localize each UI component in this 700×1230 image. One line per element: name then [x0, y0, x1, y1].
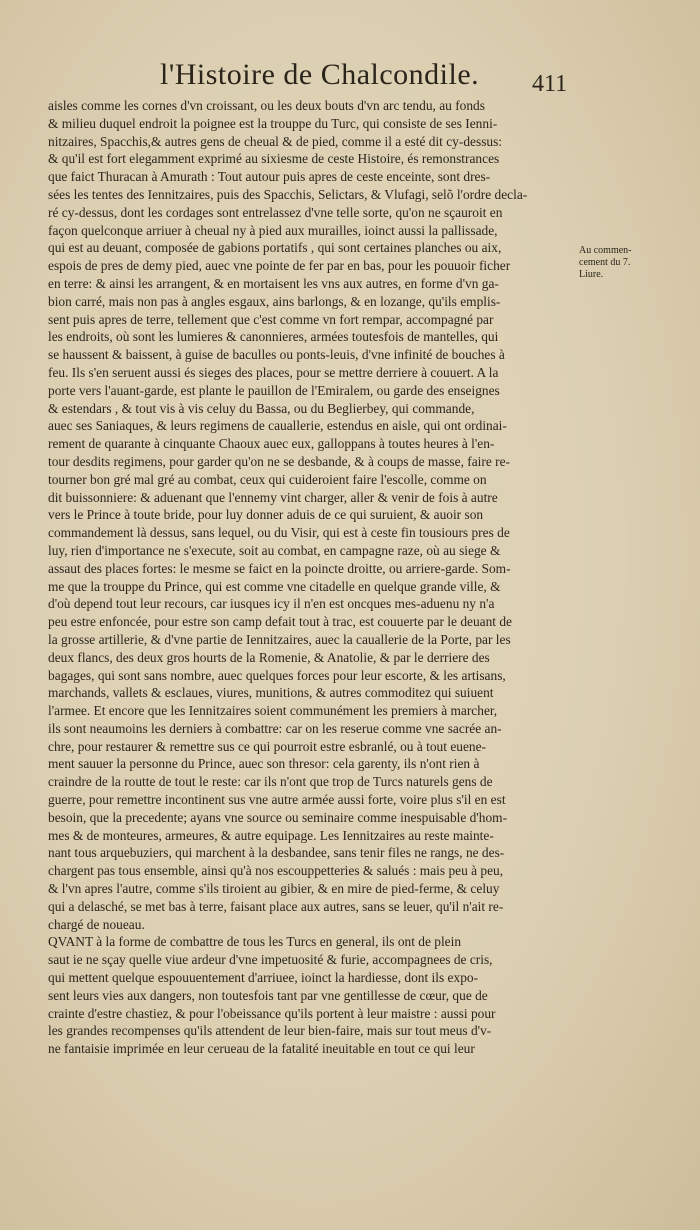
text-line: ré cy-dessus, dont les cordages sont entrelassez d'vne telle sorte, qu'on ne sçauroit en — [48, 204, 503, 220]
text-line: ment sauuer la personne du Prince, auec son thresor: cela garenty, ils n'ont rien à — [48, 756, 480, 772]
text-line: tourner bon gré mal gré au combat, ceux qui cuideroient faire l'escolle, comme on — [48, 471, 487, 487]
text-line: l'armee. Et encore que les Iennitzaires soient communément les premiers à marcher, — [48, 703, 498, 719]
text-line: & estendars , & tout vis à vis celuy du Bassa, ou du Beglierbey, qui commande, — [48, 400, 475, 416]
text-line: & milieu duquel endroit la poignee est la trouppe du Turc, qui consiste de ses Ienni- — [48, 115, 498, 131]
text-line: bagages, qui sont sans nombre, auec quelques forces pour leur escorte, & les artisans, — [48, 667, 506, 683]
text-line: deux flancs, des deux gros hourts de la Romenie, & Anatolie, & par le derriere des — [48, 649, 490, 665]
text-line: sent puis apres de terre, tellement que c'est comme vn fort rempar, accompagné par — [48, 311, 494, 327]
page-header — [0, 58, 700, 98]
text-line: crainte d'estre chastiez, & pour l'obeissance qu'ils portent à leur maistre : aussi pour — [48, 1005, 496, 1021]
text-line: sent leurs vies aux dangers, non toutesfois tant par vne gentillesse de cœur, que de — [48, 987, 488, 1003]
text-line: les endroits, où sont les lumieres & canonnieres, armées toutesfois de mantelles, qui — [48, 329, 499, 345]
text-line: assaut des places fortes: le mesme se faict en la poincte droitte, ou arriere-garde. Som- — [48, 560, 511, 576]
text-line: nitzaires, Spacchis,& autres gens de cheual & de pied, comme il a esté dit cy-dessus: — [48, 133, 503, 149]
text-line: saut ie ne sçay quelle viue ardeur d'vne impetuosité & furie, accompagnees de cris, — [48, 952, 493, 968]
text-line: la grosse artillerie, & d'vne partie de Iennitzaires, auec la cauallerie de la Porte, par les — [48, 631, 511, 647]
text-line: chargé de noueau. — [48, 916, 145, 932]
body-text — [48, 97, 578, 1058]
text-line: bion carré, mais non pas à angles esgaux, ains barlongs, & en lozange, qu'ils emplis- — [48, 293, 501, 309]
text-line: sées les tentes des Iennitzaires, puis des Spacchis, Selictars, & Vlufagi, selõ l'ordre decla- — [48, 186, 528, 202]
text-line: vers le Prince à toute bride, pour luy donner aduis de ce qui suruient, & auoir son — [48, 507, 484, 523]
text-line: rement de quarante à cinquante Chaoux auec eux, galloppans à toutes heures à l'en- — [48, 436, 495, 452]
text-line: besoin, que la precedente; ayans vne source ou seminaire comme inespuisable d'hom- — [48, 809, 508, 825]
text-line: que faict Thuracan à Amurath : Tout autour puis apres de ceste enceinte, sont dres- — [48, 169, 491, 185]
text-line: QVANT à la forme de combattre de tous les Turcs en general, ils ont de plein — [48, 934, 462, 950]
text-line: ils sont neaumoins les derniers à combattre: car on les reserue comme vne sacrée an- — [48, 720, 502, 736]
text-line: se haussent & baissent, à guise de baculles ou ponts-leuis, d'vne infinité de bouches à — [48, 347, 505, 363]
text-line: ne fantaisie imprimée en leur cerueau de la fatalité ineuitable en tout ce qui leur — [48, 1041, 475, 1057]
text-line: peu estre enfoncée, pour estre son camp defait tout à trac, est couuerte par le deuant de — [48, 614, 512, 630]
text-line: mes & de monteures, armeures, & autre equipage. Les Iennitzaires au reste mainte- — [48, 827, 494, 843]
text-line: marchands, vallets & esclaues, viures, munitions, & autres commoditez qui suiuent — [48, 685, 494, 701]
marginal-note-line: Liure. — [579, 269, 604, 280]
text-line: dit buissonniere: & aduenant que l'ennemy vint charger, aller & venir de fois à autre — [48, 489, 498, 505]
text-line: auec ses Saniaques, & leurs regimens de cauallerie, estendus en aisle, qui ont ordinai- — [48, 418, 507, 434]
text-line: espois de pres de demy pied, auec vne pointe de fer par en bas, pour les pouuoir ficher — [48, 258, 511, 274]
page-number: 411 — [532, 71, 568, 97]
text-line: guerre, pour remettre incontinent sus vne autre armée aussi forte, voire plus s'il en est — [48, 792, 506, 808]
text-line: chargent pas tous ensemble, ainsi qu'à nos escouppetteries & salués : mais peu à peu, — [48, 863, 504, 879]
text-line: qui est au deuant, composée de gabions portatifs , qui sont certaines planches ou aix, — [48, 240, 502, 256]
text-line: tour desdits regimens, pour garder qu'on ne se desbande, & à coups de masse, faire re- — [48, 453, 511, 469]
marginal-note-line: cement du 7. — [579, 257, 631, 268]
text-line: chre, pour restaurer & remettre sus ce qui pourroit estre esbranlé, ou à tout euene- — [48, 738, 486, 754]
text-line: porte vers l'auant-garde, est plante le pauillon de l'Emiralem, ou garde des enseignes — [48, 382, 500, 398]
text-line: aisles comme les cornes d'vn croissant, ou les deux bouts d'vn arc tendu, au fonds — [48, 98, 485, 113]
text-line: nant tous arquebuziers, qui marchent à la desbandee, sans tenir files ne rangs, ne des- — [48, 845, 505, 861]
text-line: qui mettent quelque espouuentement d'arriuee, ioinct la hardiesse, dont ils expo- — [48, 970, 479, 986]
text-line: d'où depend tout leur recours, car iusques icy il n'en est oncques mes-aduenu ny n'a — [48, 596, 495, 612]
text-line: & qu'il est fort elegamment exprimé au sixiesme de ceste Histoire, és remonstrances — [48, 151, 500, 167]
text-line: feu. Ils s'en seruent aussi és sieges des places, pour se mettre derriere à couuert. A la — [48, 364, 499, 380]
text-line: me que la trouppe du Prince, qui est comme vne citadelle en quelque grande ville, & — [48, 578, 501, 594]
text-line: craindre de la routte de tout le reste: car ils n'ont que trop de Turcs naturels gens de — [48, 774, 493, 790]
running-title: l'Histoire de Chalcondile. — [160, 58, 480, 91]
text-line: commandement là dessus, sans lequel, ou du Visir, qui est à ceste fin tousiours pres de — [48, 525, 510, 541]
text-line: qui a delasché, se met bas à terre, faisant place aux autres, sans se leuer, qu'il n'ait re- — [48, 898, 504, 914]
text-line: en terre: & ainsi les arrangent, & en mortaisent les vns aux autres, en forme d'vn ga- — [48, 275, 499, 291]
marginal-note — [579, 245, 649, 281]
text-line: les grandes recompenses qu'ils attendent de leur bien-faire, mais sur tout meus d'v- — [48, 1023, 492, 1039]
text-line: façon quelconque arriuer à cheual ny à pied aux murailles, ioinct aussi la pallissade, — [48, 222, 498, 238]
text-line: & l'vn apres l'autre, comme s'ils tiroient au gibier, & en mire de pied-ferme, & celuy — [48, 881, 500, 897]
text-line: luy, rien d'importance ne s'execute, soit au combat, en campagne raze, où au siege & — [48, 542, 501, 558]
marginal-note-line: Au commen- — [579, 245, 632, 256]
